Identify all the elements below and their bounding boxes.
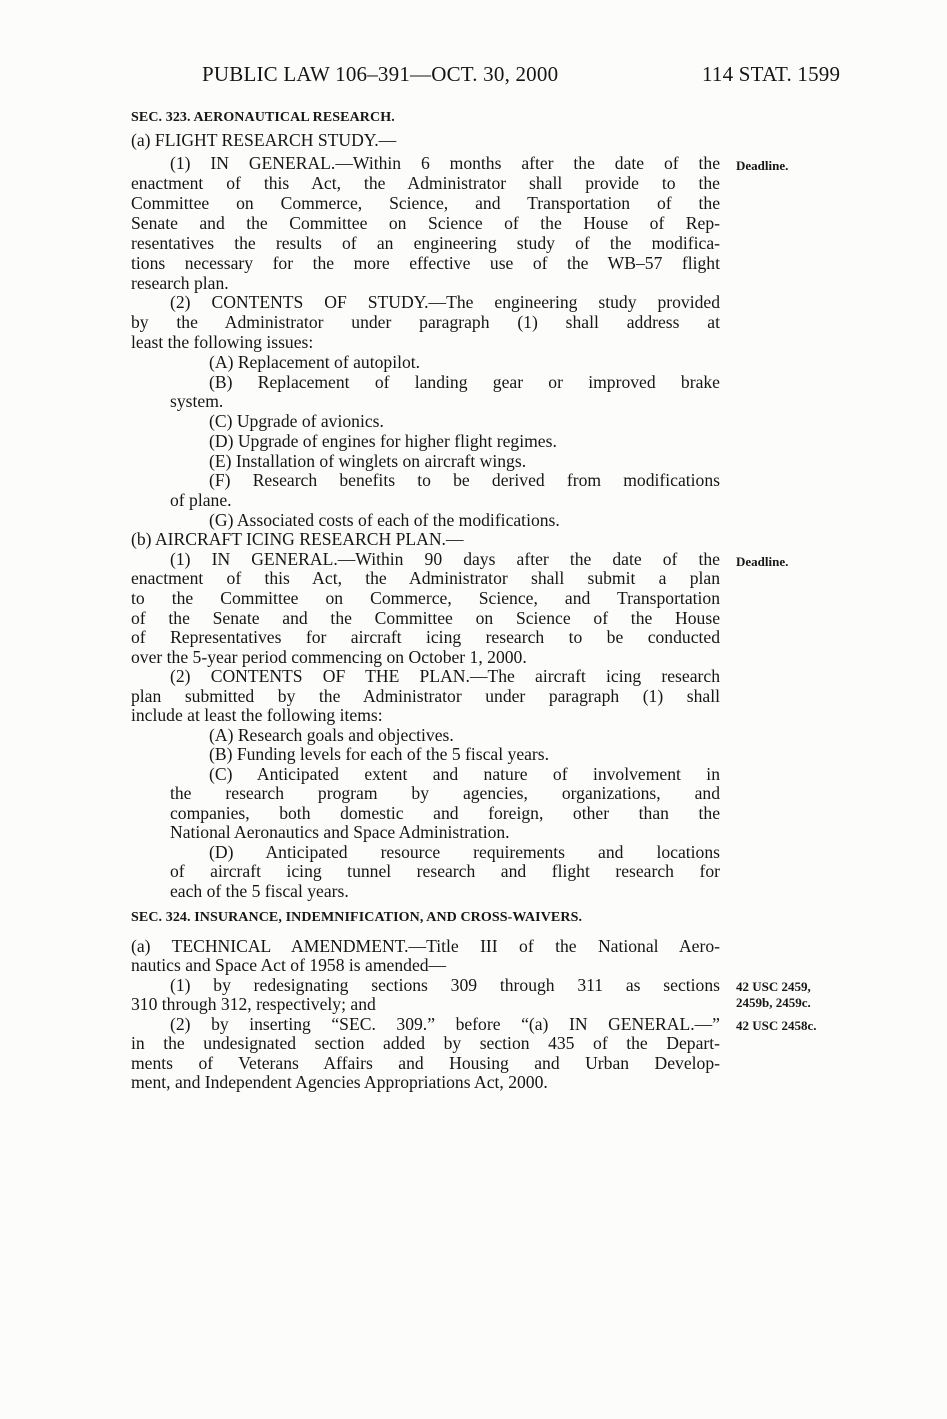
section-324-heading: SEC. 324. INSURANCE, INDEMNIFICATION, AND CROSS-WAIVERS.	[131, 910, 583, 925]
list-item: (D) Anticipated resource requirements and locations	[209, 842, 720, 862]
page-header-title: PUBLIC LAW 106–391—OCT. 30, 2000	[202, 62, 559, 86]
text-line: (2) CONTENTS OF STUDY.—The engineering study provided	[170, 292, 720, 312]
text-line: research plan.	[131, 273, 229, 293]
subsection-a-heading: (a) FLIGHT RESEARCH STUDY.—	[131, 130, 397, 150]
margin-note-deadline: Deadline.	[736, 554, 789, 569]
text-line: least the following issues:	[131, 332, 314, 352]
page-header-stat: 114 STAT. 1599	[702, 62, 841, 86]
list-item: (D) Upgrade of engines for higher flight regimes.	[209, 431, 557, 451]
text-line: in the undesignated section added by section 435 of the Depart-	[131, 1033, 720, 1053]
margin-note-usc: 2459b, 2459c.	[736, 995, 811, 1010]
list-item: (B) Funding levels for each of the 5 fiscal years.	[209, 744, 550, 764]
list-item: (B) Replacement of landing gear or improved brake	[209, 372, 720, 392]
list-item: (A) Replacement of autopilot.	[209, 352, 421, 372]
text-line: include at least the following items:	[131, 705, 383, 725]
list-item: (C) Upgrade of avionics.	[209, 411, 384, 431]
text-line: of plane.	[170, 490, 232, 510]
text-line: to the Committee on Commerce, Science, and Transportation	[131, 588, 720, 608]
list-item: (E) Installation of winglets on aircraft wings.	[209, 451, 527, 471]
text-line: Senate and the Committee on Science of the House of Rep-	[131, 213, 720, 233]
text-line: tions necessary for the more effective use of the WB–57 flight	[131, 253, 720, 273]
subsection-b-heading: (b) AIRCRAFT ICING RESEARCH PLAN.—	[131, 529, 464, 549]
text-line: resentatives the results of an engineering study of the modifica-	[131, 233, 720, 253]
text-line: of Representatives for aircraft icing research to be conducted	[131, 627, 720, 647]
text-line: plan submitted by the Administrator under paragraph (1) shall	[131, 686, 720, 706]
text-line: of aircraft icing tunnel research and flight research for	[170, 861, 720, 881]
margin-note-usc: 42 USC 2459,	[736, 979, 811, 994]
text-line: National Aeronautics and Space Administration.	[170, 822, 510, 842]
text-line: (2) CONTENTS OF THE PLAN.—The aircraft icing research	[170, 666, 720, 686]
text-line: (1) IN GENERAL.—Within 90 days after the date of the	[170, 549, 720, 569]
list-item: (C) Anticipated extent and nature of involvement in	[209, 764, 720, 784]
list-item: (A) Research goals and objectives.	[209, 725, 454, 745]
list-item: (F) Research benefits to be derived from modifications	[209, 470, 720, 490]
text-line: by the Administrator under paragraph (1) shall address at	[131, 312, 720, 332]
text-line: (a) TECHNICAL AMENDMENT.—Title III of the National Aero-	[131, 936, 720, 956]
margin-note-deadline: Deadline.	[736, 158, 789, 173]
text-line: (1) IN GENERAL.—Within 6 months after the date of the	[170, 153, 720, 173]
text-line: enactment of this Act, the Administrator shall submit a plan	[131, 568, 720, 588]
list-item: (G) Associated costs of each of the modifications.	[209, 510, 560, 530]
text-line: system.	[170, 391, 224, 411]
text-line: over the 5-year period commencing on October 1, 2000.	[131, 647, 527, 667]
list-item: (2) by inserting “SEC. 309.” before “(a) IN GENERAL.—”	[170, 1014, 720, 1034]
list-item: (1) by redesignating sections 309 through 311 as sections	[170, 975, 720, 995]
text-line: ments of Veterans Affairs and Housing and Urban Develop-	[131, 1053, 720, 1073]
text-line: the research program by agencies, organizations, and	[170, 783, 720, 803]
text-line: ment, and Independent Agencies Appropriations Act, 2000.	[131, 1072, 548, 1092]
text-line: enactment of this Act, the Administrator shall provide to the	[131, 173, 720, 193]
text-line: companies, both domestic and foreign, other than the	[170, 803, 720, 823]
text-line: nautics and Space Act of 1958 is amended—	[131, 955, 447, 975]
text-line: 310 through 312, respectively; and	[131, 994, 376, 1014]
margin-note-usc: 42 USC 2458c.	[736, 1018, 817, 1033]
section-323-heading: SEC. 323. AERONAUTICAL RESEARCH.	[131, 110, 395, 125]
text-line: each of the 5 fiscal years.	[170, 881, 349, 901]
text-line: of the Senate and the Committee on Science of the House	[131, 608, 720, 628]
text-line: Committee on Commerce, Science, and Transportation of the	[131, 193, 720, 213]
